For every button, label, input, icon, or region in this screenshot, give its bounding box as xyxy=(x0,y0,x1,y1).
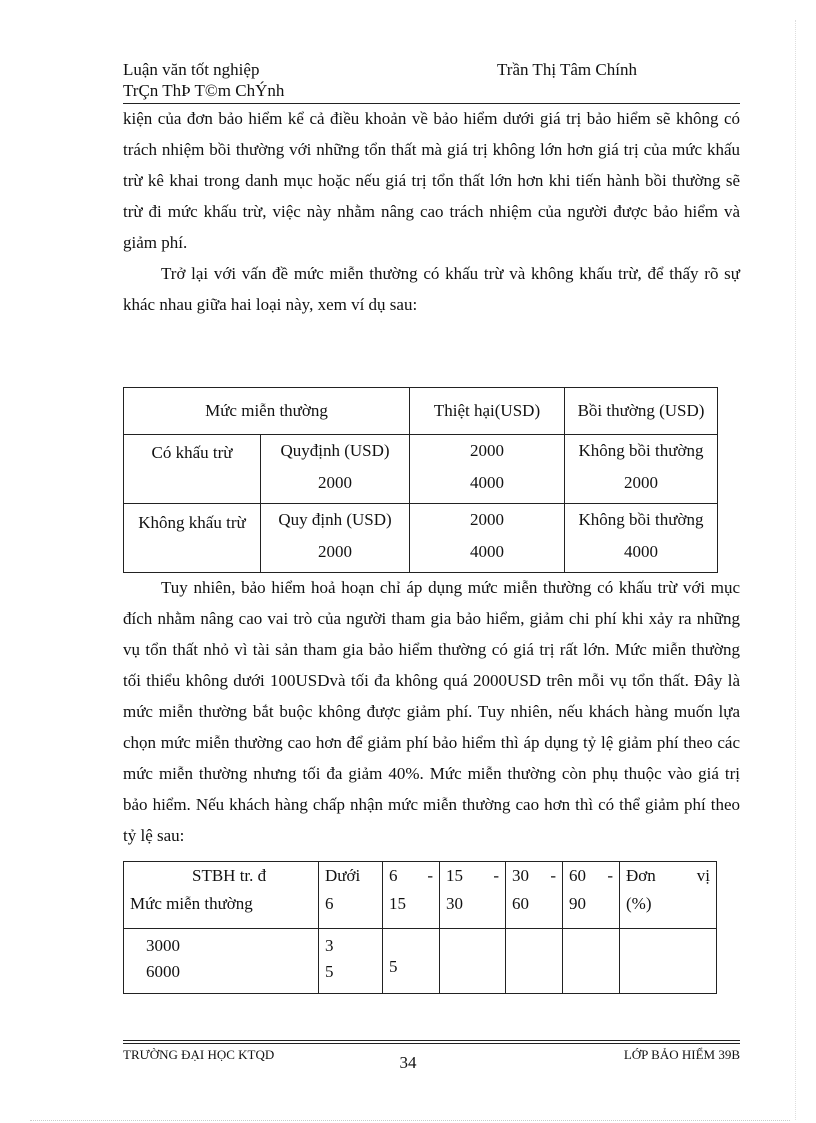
table2-col-header xyxy=(620,862,717,929)
table2-col-header xyxy=(319,862,383,929)
table1-header-cell: Mức miễn thường xyxy=(124,388,410,435)
compensation-label: Không bồi thường xyxy=(578,441,704,460)
col-header-bottom: (%) xyxy=(626,894,652,913)
table1-header-cell: Bồi thường (USD) xyxy=(565,388,718,435)
damage-value: 4000 xyxy=(470,473,504,492)
footer-rule-bottom xyxy=(123,1043,740,1044)
corner-top-label: STBH tr. đ xyxy=(192,866,267,885)
damage-value: 2000 xyxy=(470,510,504,529)
table2-empty-cell xyxy=(563,929,620,994)
rule-value: 2000 xyxy=(318,473,352,492)
paragraph-1: kiện của đơn bảo hiểm kể cả điều khoản về bảo hiểm dưới giá trị bảo hiểm sẽ không có trách nhiệm bồi thường với những tổn thất mà giá trị không lớn hơn giá trị của mức khấu trừ kê khai trong danh mục hoặc nếu giá trị tổn thất lớn hơn khi tiến hành bồi thường sẽ trừ đi mức khấu trừ, việc này nhằm nâng cao trách nhiệm của người được bảo hiểm và giảm phí. xyxy=(123,109,740,252)
col-header-dash: - xyxy=(607,866,613,885)
table2-value-cell xyxy=(319,929,383,994)
compensation-value: 2000 xyxy=(624,473,658,492)
table2-row-label-cell xyxy=(124,929,319,994)
table2-empty-cell xyxy=(506,929,563,994)
col-header-top: 15 xyxy=(446,866,463,885)
text-block-bottom xyxy=(123,572,740,851)
paragraph-2: Trở lại với vấn đề mức miễn thường có khấu trừ và không khấu trừ, để thấy rõ sự khác nhau giữa hai loại này, xem ví dụ sau: xyxy=(123,264,740,314)
table1-row xyxy=(124,435,718,504)
col-header-bottom: 6 xyxy=(325,894,334,913)
header-title: Luận văn tốt nghiệp xyxy=(123,60,260,79)
table2-corner-cell xyxy=(124,862,319,929)
table1-type-cell: Có khấu trừ xyxy=(124,435,261,504)
page-number: 34 xyxy=(399,1053,417,1072)
damage-value: 2000 xyxy=(470,441,504,460)
footer-rule-top xyxy=(123,1040,740,1041)
table1-compensation-cell xyxy=(565,504,718,573)
col-header-top: 60 xyxy=(569,866,586,885)
col-header-bottom: 90 xyxy=(569,894,586,913)
table2-header-row xyxy=(124,862,717,929)
table1-damage-cell xyxy=(410,504,565,573)
table2-col-header xyxy=(563,862,620,929)
col-header-top: Đơn xyxy=(626,866,656,885)
col-header-bottom: 15 xyxy=(389,894,406,913)
table2-row xyxy=(124,929,717,994)
page-edge-dotted xyxy=(30,1120,790,1121)
row-label: 3000 xyxy=(146,936,180,955)
table1-rule-cell xyxy=(261,504,410,573)
footer-school: TRƯỜNG ĐẠI HỌC KTQD xyxy=(123,1047,275,1062)
table2-empty-cell xyxy=(620,929,717,994)
col-header-bottom: 30 xyxy=(446,894,463,913)
table1-compensation-cell xyxy=(565,435,718,504)
header-garbled-author: TrÇn ThÞ T©m ChÝnh xyxy=(123,81,285,100)
paragraph-3: Tuy nhiên, bảo hiểm hoả hoạn chỉ áp dụng mức miễn thường có khấu trừ với mục đích nhằm nâng cao vai trò của người tham gia bảo hiểm, giảm chi phí khi xảy ra những vụ tổn thất nhỏ vì tài sản tham gia bảo hiểm thường có giá trị rất lớn. Mức miễn thường tối thiểu không dưới 100USDvà tối đa không quá 2000USD trên mỗi vụ tổn thất. Đây là mức miễn thường bắt buộc không được giảm phí. Tuy nhiên, nếu khách hàng muốn lựa chọn mức miễn thường cao hơn để giảm phí bảo hiểm thì áp dụng tỷ lệ giảm phí theo các mức miễn thường nhưng tối đa giảm 40%. Mức miễn thường còn phụ thuộc vào giá trị bảo hiểm. Nếu khách hàng chấp nhận mức miễn thường cao hơn thì có thể giảm phí theo tỷ lệ sau: xyxy=(123,578,740,845)
table1-type-cell: Không khấu trừ xyxy=(124,504,261,573)
table1-row xyxy=(124,504,718,573)
page-edge-dotted-vertical xyxy=(795,20,796,1120)
compensation-label: Không bồi thường xyxy=(578,510,704,529)
row-label: 6000 xyxy=(146,962,180,981)
col-header-dash: - xyxy=(550,866,556,885)
rule-value: 2000 xyxy=(318,542,352,561)
col-header-dash: - xyxy=(427,866,433,885)
corner-bottom-label: Mức miễn thường xyxy=(130,894,253,913)
table1-header-row xyxy=(124,388,718,435)
table2-empty-cell xyxy=(440,929,506,994)
col-header-top: 30 xyxy=(512,866,529,885)
col-header-top-2: vị xyxy=(696,866,710,885)
col-header-dash: - xyxy=(493,866,499,885)
table2-col-header xyxy=(440,862,506,929)
col-header-bottom: 60 xyxy=(512,894,529,913)
col-header-top: 6 xyxy=(389,866,398,885)
premium-reduction-table xyxy=(123,861,717,994)
rule-label: Quyđịnh (USD) xyxy=(280,441,390,460)
table1-damage-cell xyxy=(410,435,565,504)
value: 3 xyxy=(325,936,334,955)
deductible-comparison-table xyxy=(123,387,718,573)
table2-value-cell: 5 xyxy=(383,929,440,994)
col-header-top: Dưới xyxy=(325,866,361,885)
value: 5 xyxy=(325,962,334,981)
footer-class: LỚP BẢO HIỂM 39B xyxy=(623,1047,740,1062)
compensation-value: 4000 xyxy=(624,542,658,561)
table2-col-header xyxy=(506,862,563,929)
rule-label: Quy định (USD) xyxy=(278,510,392,529)
table1-header-cell: Thiệt hại(USD) xyxy=(410,388,565,435)
table1-rule-cell xyxy=(261,435,410,504)
damage-value: 4000 xyxy=(470,542,504,561)
text-block-top xyxy=(123,103,740,320)
table2-col-header xyxy=(383,862,440,929)
header-author: Trần Thị Tâm Chính xyxy=(497,60,637,79)
